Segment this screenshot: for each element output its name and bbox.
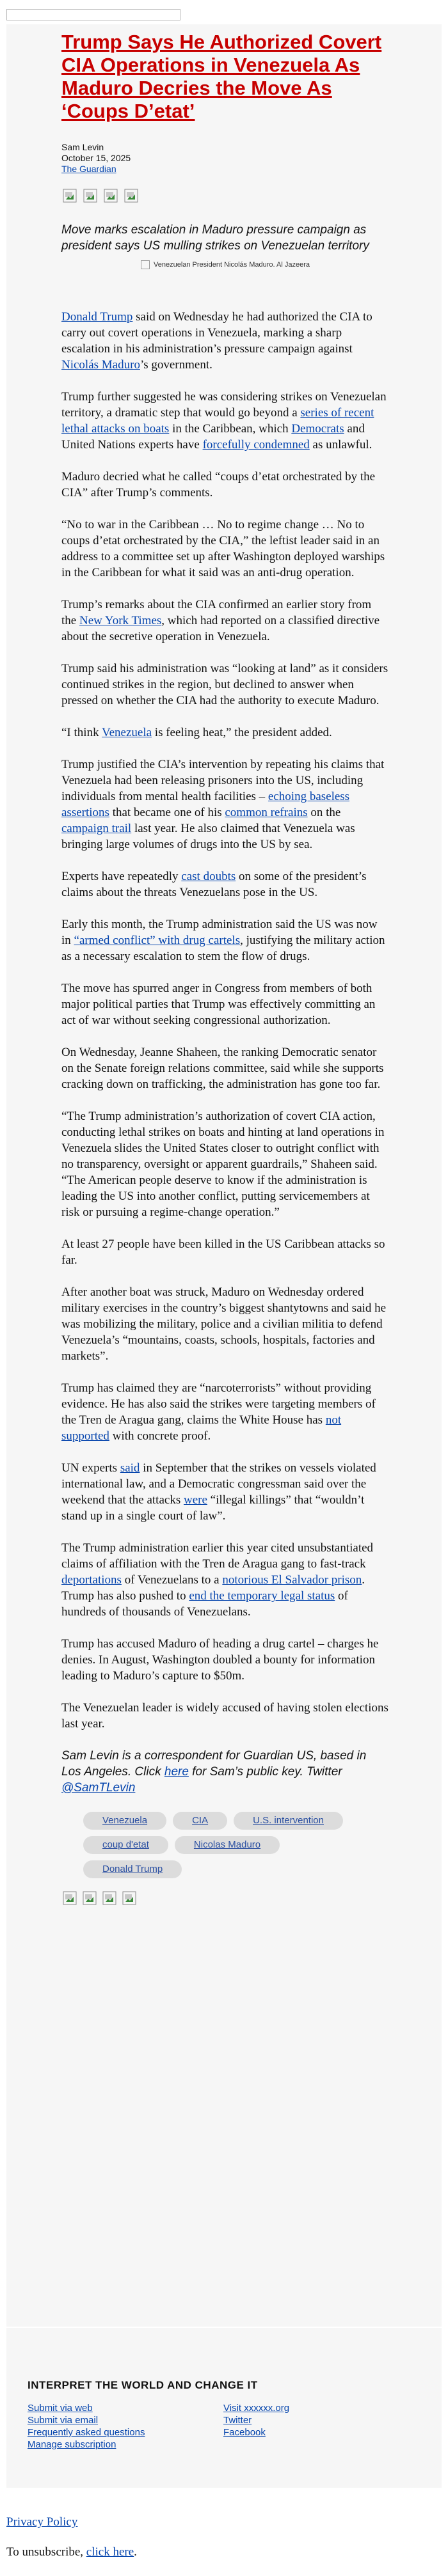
tag-us-intervention[interactable]: U.S. intervention — [234, 1812, 343, 1830]
public-key-link[interactable]: here — [164, 1765, 189, 1779]
article-title[interactable] — [61, 31, 389, 123]
inline-link[interactable]: Donald Trump — [61, 310, 133, 324]
paragraph: Trump said his administration was “looking at land” as it considers continued strikes in the region, but declined to answer when pressed on whether the CIA had the authority to execute Maduro. — [61, 662, 388, 707]
paragraph: After another boat was struck, Maduro on Wednesday ordered military exercises in the country’s biggest shantytowns and said he was mobilizing the military, police and a civilian militia to defend Venezuela’s “mountains, coasts, schools, hospitals, factories and markets”. — [61, 1285, 387, 1363]
share-bar-bottom — [63, 1891, 389, 1905]
text: on some of the president’s claims about the threats Venezuelans pose in the US. — [61, 870, 367, 899]
image-caption: Venezuelan President Nicolás Maduro. Al Jazeera — [154, 261, 310, 269]
text: that became one of his — [109, 806, 225, 819]
tag-list — [83, 1812, 384, 1878]
twitter-icon[interactable] — [83, 1891, 97, 1905]
footer-links-left — [28, 2402, 145, 2451]
inline-link[interactable]: campaign trail — [61, 822, 132, 835]
inline-link[interactable]: forcefully condemned — [202, 438, 310, 452]
text: Sam Levin is a correspondent for Guardian US, based in Los Angeles. Click — [61, 1749, 367, 1779]
text: with concrete proof. — [109, 1429, 211, 1443]
inline-link[interactable]: were — [183, 1493, 207, 1507]
text: Trump further suggested he was considering strikes on Venezuelan territory, a dramatic step that would go beyond a — [61, 390, 387, 420]
tag-venezuela[interactable]: Venezuela — [83, 1812, 166, 1830]
text: of hundreds of thousands of Venezuelans. — [61, 1589, 348, 1619]
text: ’s government. — [140, 358, 212, 372]
text: is feeling heat,” the president added. — [152, 726, 332, 739]
text: last year. He also claimed that Venezuela was bringing large volumes of drugs into the US by sea. — [61, 822, 355, 851]
inline-link[interactable]: not supported — [61, 1413, 342, 1443]
text: in the Caribbean, which — [169, 422, 292, 436]
image-placeholder-icon — [141, 260, 150, 269]
twitter-link[interactable]: Twitter — [223, 2415, 252, 2426]
visit-site-link[interactable]: Visit xxxxxx.org — [223, 2403, 290, 2414]
author-name: Sam Levin — [61, 142, 104, 152]
text: Early this month, the Trump administration said the US was now in — [61, 918, 378, 947]
inline-link[interactable]: said — [120, 1461, 140, 1475]
inline-link[interactable]: notorious El Salvador prison — [222, 1573, 362, 1587]
text: , justifying the military action as a necessary escalation to stem the flow of drugs. — [61, 934, 385, 963]
print-icon[interactable] — [122, 1891, 136, 1905]
paragraph: “The Trump administration’s authorization of covert CIA action, conducting lethal strikes on boats and hinting at land operations in Venezuela slides the United States closer to outright conflict with no transparency, oversight or apparent guardrails,” Shaheen said. “The American people deserve to know if the administration is leading the US into another conflict, putting servicemembers at risk or pursuing a regime-change operation.” — [61, 1110, 385, 1219]
tag-donald-trump[interactable]: Donald Trump — [83, 1860, 182, 1878]
paragraph — [61, 916, 389, 964]
tag-coup-detat[interactable]: coup d'etat — [83, 1836, 168, 1854]
paragraph — [61, 725, 389, 741]
twitter-icon[interactable] — [83, 189, 97, 203]
facebook-link[interactable]: Facebook — [223, 2427, 266, 2438]
byline — [61, 142, 389, 175]
inline-link[interactable]: Democrats — [291, 422, 344, 436]
article-content — [61, 31, 389, 1905]
source-link[interactable]: The Guardian — [61, 164, 116, 174]
inline-link[interactable]: echoing baseless assertions — [61, 790, 350, 819]
standfirst: Move marks escalation in Maduro pressure campaign as president says US mulling strikes on Venezuelan territory — [61, 223, 369, 253]
inline-link[interactable]: Venezuela — [101, 726, 152, 739]
paragraph — [61, 389, 389, 453]
tag-cia[interactable]: CIA — [173, 1812, 227, 1830]
paragraph — [61, 1540, 389, 1620]
publish-date: October 15, 2025 — [61, 153, 131, 163]
inline-link[interactable]: Nicolás Maduro — [61, 358, 140, 372]
text: said on Wednesday he had authorized the CIA to carry out covert operations in Venezuela, marking a sharp escalation in his administration’s pressure campaign against — [61, 310, 372, 356]
text: UN experts — [61, 1461, 120, 1475]
text: “I think — [61, 726, 102, 739]
email-icon[interactable] — [104, 189, 118, 203]
submit-web-link[interactable]: Submit via web — [28, 2403, 93, 2414]
paragraph: At least 27 people have been killed in the US Caribbean attacks so far. — [61, 1237, 385, 1267]
faq-link[interactable]: Frequently asked questions — [28, 2427, 145, 2438]
manage-subscription-link[interactable]: Manage subscription — [28, 2439, 116, 2450]
text: The Trump administration earlier this year cited unsubstantiated claims of affiliation with the Tren de Aragua gang to fast-track — [61, 1541, 374, 1571]
paragraph: Trump has accused Maduro of heading a drug cartel – charges he denies. In August, Washington doubled a bounty for information leading to Maduro’s capture to $50m. — [61, 1637, 379, 1683]
text: Trump has claimed they are “narcoterrorists” without providing evidence. He has also said the strikes were targeting members of the Tren de Aragua gang, claims the White House has — [61, 1381, 376, 1427]
email-icon[interactable] — [102, 1891, 116, 1905]
inline-link[interactable]: cast doubts — [181, 870, 236, 883]
paragraph — [61, 868, 389, 900]
article-title-link[interactable]: Trump Says He Authorized Covert CIA Operations in Venezuela As Maduro Decries the Move As ‘Coups D’etat’ — [61, 31, 382, 122]
author-bio — [61, 1748, 389, 1796]
lead-image — [61, 259, 389, 271]
privacy-policy — [6, 2515, 77, 2529]
text: of Venezuelans to a — [121, 1573, 223, 1587]
paragraph — [61, 1380, 389, 1444]
unsubscribe-link[interactable]: click here — [86, 2545, 134, 2559]
text: Experts have repeatedly — [61, 870, 182, 883]
text: and United Nations experts have — [61, 422, 365, 452]
inline-link[interactable]: deportations — [61, 1573, 122, 1587]
share-bar — [63, 189, 389, 203]
paragraph — [61, 757, 389, 852]
paragraph: Maduro decried what he called “coups d’etat orchestrated by the CIA” after Trump’s comments. — [61, 470, 376, 499]
inline-link[interactable]: series of recent lethal attacks on boats — [61, 406, 374, 436]
text: Trump’s remarks about the CIA confirmed an earlier story from the — [61, 598, 372, 627]
facebook-icon[interactable] — [63, 189, 77, 203]
header-banner-image — [6, 9, 180, 20]
text: . Trump has also pushed to — [61, 1573, 365, 1603]
text: Trump justified the CIA’s intervention by repeating his claims that Venezuela had been releasing prisoners into the US, including individuals from mental health facilities – — [61, 758, 385, 803]
privacy-policy-link[interactable]: Privacy Policy — [6, 2515, 78, 2529]
inline-link[interactable]: New York Times — [79, 614, 162, 627]
facebook-icon[interactable] — [63, 1891, 77, 1905]
paragraph: On Wednesday, Jeanne Shaheen, the ranking Democratic senator on the Senate foreign relations committee, said while she supports cracking down on trafficking, the administration has gone too far. — [61, 1046, 384, 1091]
paragraph — [61, 309, 389, 373]
paragraph — [61, 597, 389, 645]
unsubscribe-line — [6, 2545, 137, 2559]
paragraph: The Venezuelan leader is widely accused of having stolen elections last year. — [61, 1701, 388, 1731]
inline-link[interactable]: end the temporary legal status — [189, 1589, 335, 1603]
article-body — [61, 309, 389, 1796]
text: , which had reported on a classified directive about the secretive operation in Venezuela. — [61, 614, 380, 643]
footer-title: INTERPRET THE WORLD AND CHANGE IT — [28, 2379, 258, 2391]
submit-email-link[interactable]: Submit via email — [28, 2415, 99, 2426]
text: for Sam’s public key. Twitter — [188, 1765, 342, 1779]
paragraph: “No to war in the Caribbean … No to regime change … No to coups d’etat orchestrated by the CIA,” the leftist leader said in an address to a committee set up after Washington deployed warships in the Caribbean for what it said was an anti-drug operation. — [61, 518, 385, 579]
text: as unlawful. — [309, 438, 372, 452]
twitter-handle-link[interactable]: @SamTLevin — [61, 1781, 136, 1795]
text: “illegal killings” that “wouldn’t stand up in a single court of law”. — [61, 1493, 365, 1523]
tag-nicolas-maduro[interactable]: Nicolas Maduro — [175, 1836, 280, 1854]
text: in September that the strikes on vessels violated international law, and a Democratic congressman said over the weekend that the attacks — [61, 1461, 376, 1507]
footer-links-right — [223, 2402, 289, 2439]
article-card — [6, 24, 442, 2327]
paragraph: The move has spurred anger in Congress from members of both major political parties that Trump was effectively committing an act of war without seeking congressional authorization. — [61, 982, 376, 1027]
text: To unsubscribe, — [6, 2545, 86, 2559]
inline-link[interactable]: common refrains — [225, 806, 308, 819]
text: on the — [307, 806, 341, 819]
inline-link[interactable]: “armed conflict” with drug cartels — [74, 934, 241, 947]
text: . — [134, 2545, 137, 2559]
print-icon[interactable] — [124, 189, 138, 203]
paragraph — [61, 1460, 389, 1524]
